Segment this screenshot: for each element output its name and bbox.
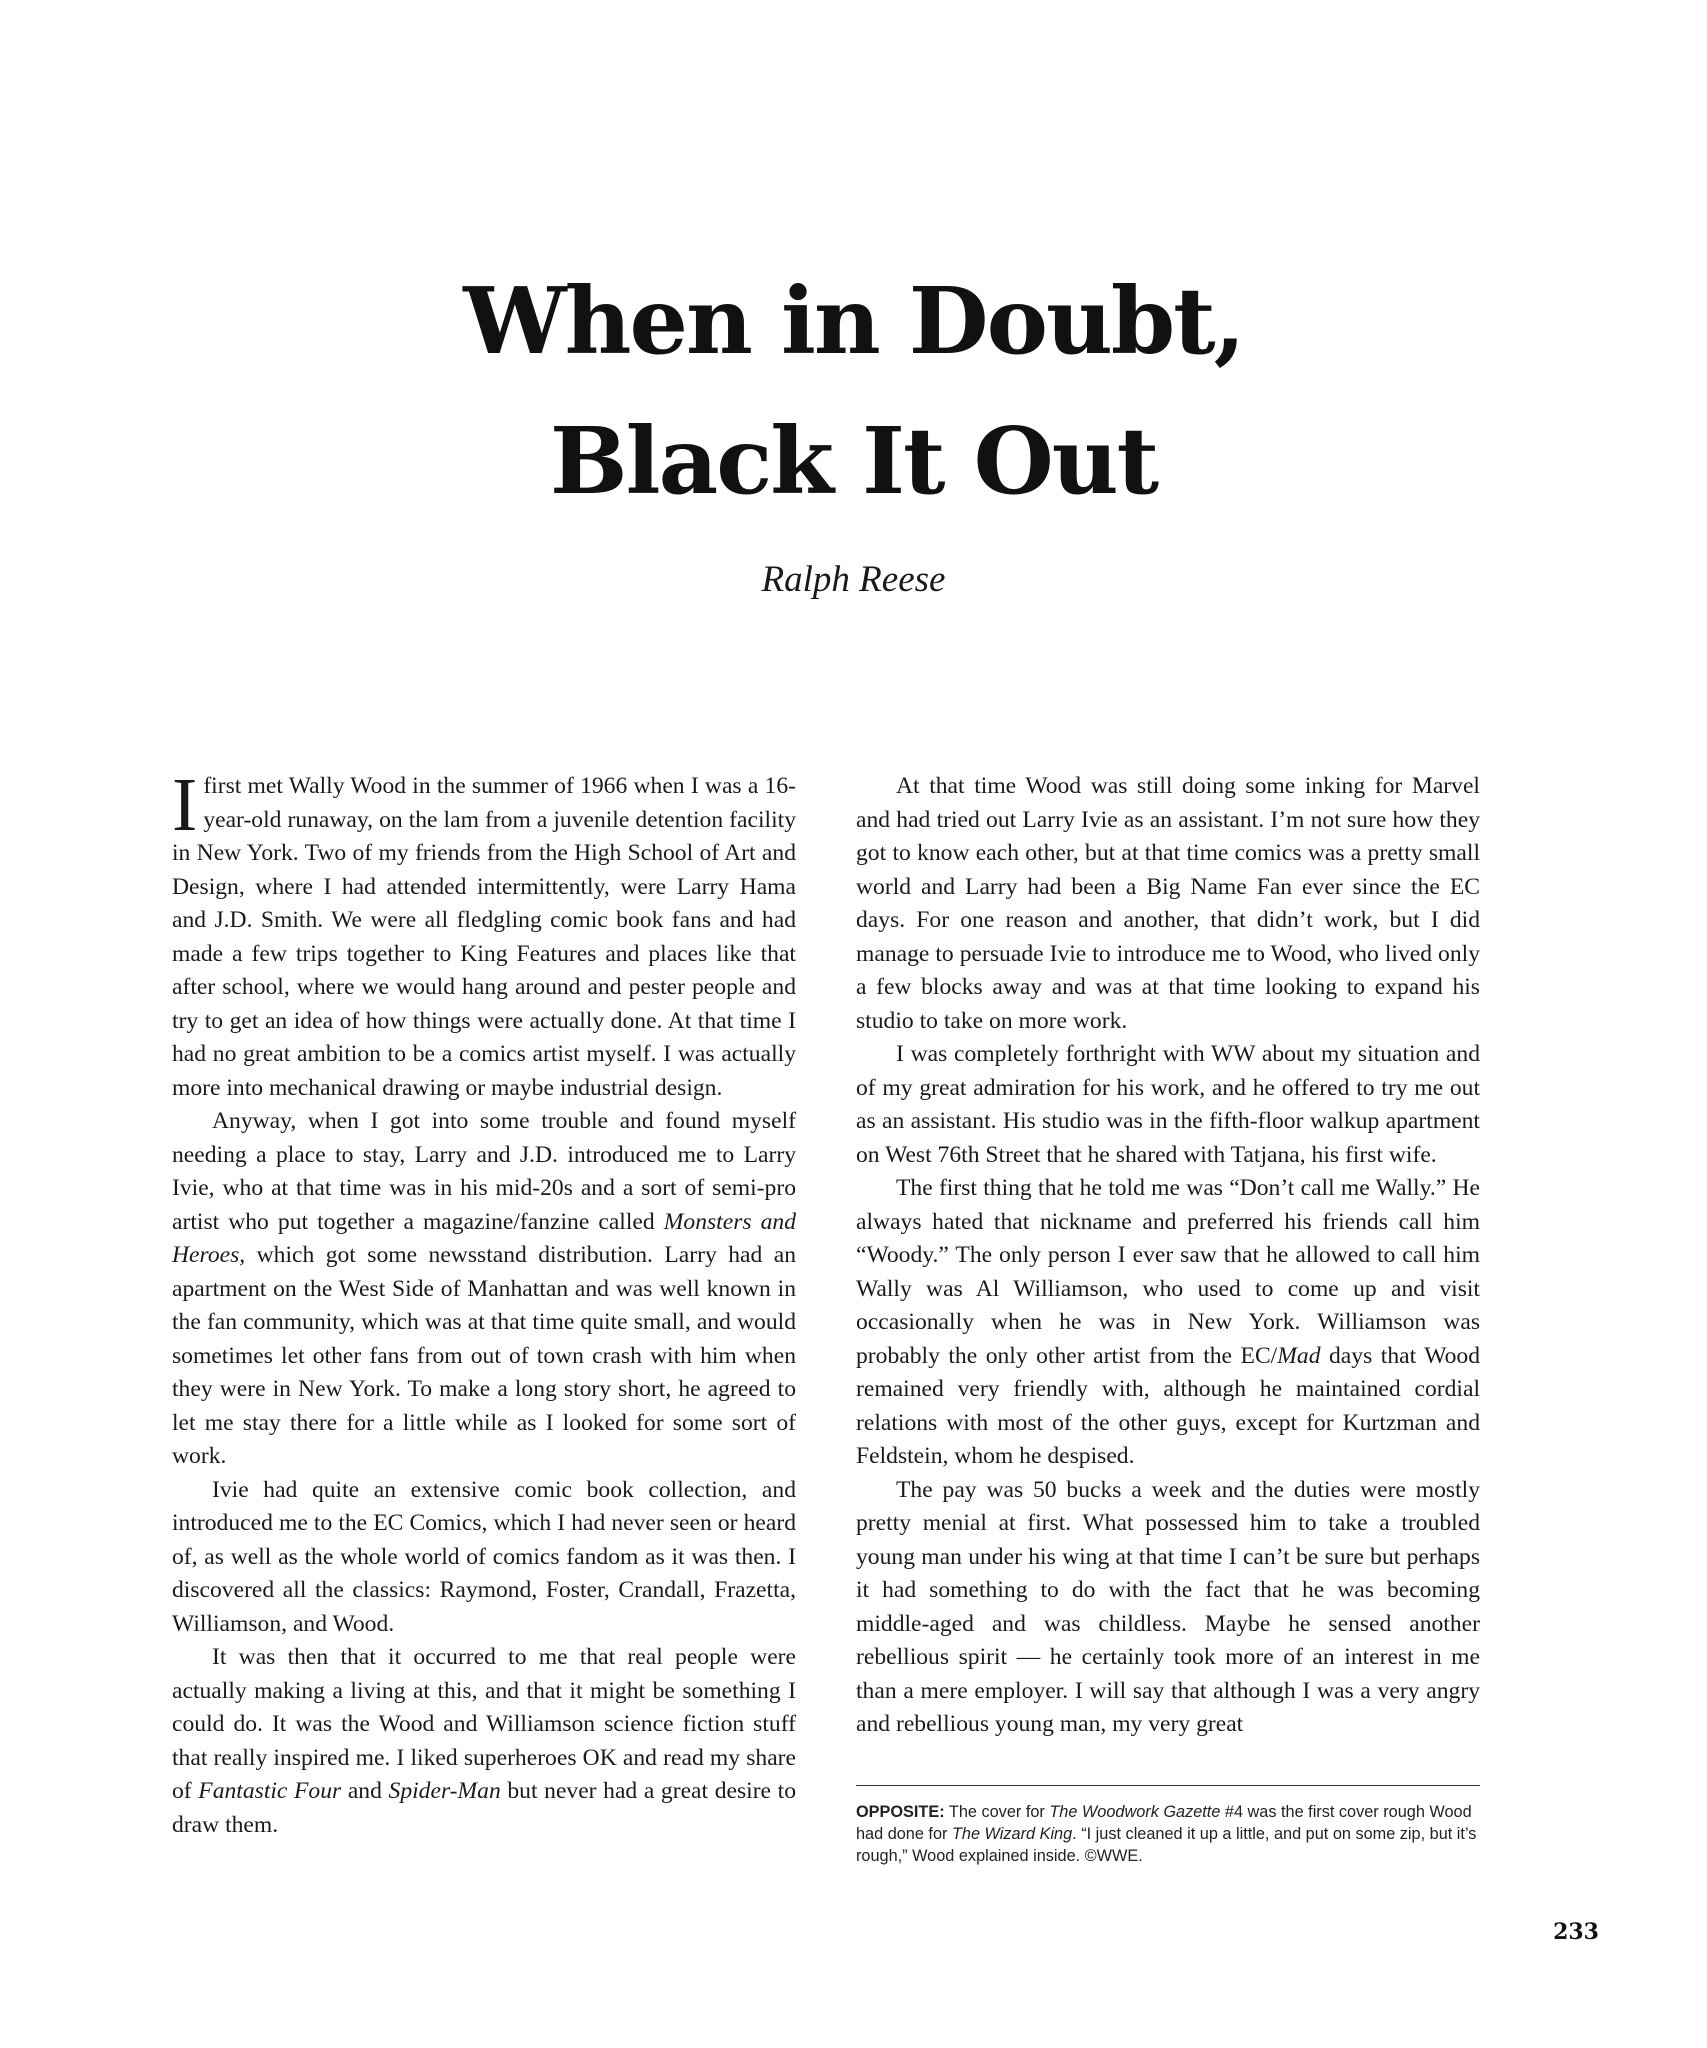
author-byline: Ralph Reese — [761, 559, 946, 600]
paragraph: It was then that it occurred to me that real people were actually making a living at this, and that it might be something I could do. It was the Wood and Williamson science fiction stuff that really inspired me. I liked superheroes OK and read my share of Fantastic Four and Spider-Man but never had a great desire to draw them. — [172, 1644, 796, 1838]
paragraph: I was completely forthright with WW about my situation and of my great admiration for his work, and he offered to try me out as an assistant. His studio was in the fifth-floor walkup apartment on West 76th Street that he shared with Tatjana, his first wife. — [856, 1041, 1480, 1168]
italic-title: Fantastic Four — [198, 1778, 342, 1804]
italic-title: Monsters and Heroes, — [172, 1208, 797, 1268]
text-column-left — [172, 763, 797, 1842]
drop-cap: I — [172, 763, 198, 847]
paragraph: The pay was 50 bucks a week and the duties were mostly pretty menial at first. What possessed him to take a troubled young man under his wing at that time I can’t be sure but perhaps it had something to do with the fact that he was becoming middle-aged and was childless. Maybe he sensed another rebellious spirit — he certainly took more of an interest in me than a mere employer. I will say that although I was a very angry and rebellious young man, my very great — [856, 1476, 1480, 1737]
article-title-line-2: Black It Out — [549, 407, 1158, 515]
article-title-line-1: When in Doubt, — [463, 267, 1244, 375]
italic-title: Mad — [1277, 1342, 1321, 1369]
text-column-right — [856, 770, 1480, 1742]
italic-title: Spider-Man — [388, 1778, 501, 1804]
figure-caption: OPPOSITE: The cover for The Woodwork Gazette #4 was the first cover rough Wood had done for The Wizard King. “I just cleaned it up a little, and put on some zip, but it’s rough,” Wood explained inside. ©WWE. — [856, 1803, 1477, 1865]
paragraph: Anyway, when I got into some trouble and found myself needing a place to stay, Larry and J.D. introduced me to Larry Ivie, who at that time was in his mid-20s and a sort of semi-pro artist who put together a magazine/fanzine called Monsters and Heroes, which got some newsstand distribution. Larry had an apartment on the West Side of Manhattan and was well known in the fan community, which was at that time quite small, and would sometimes let other fans from out of town crash with him when they were in New York. To make a long story short, he agreed to let me stay there for a little while as I looked for some sort of work. — [172, 1108, 797, 1469]
page-number: 233 — [1553, 1919, 1599, 1945]
paragraph: The first thing that he told me was “Don’t call me Wally.” He always hated that nickname and preferred his friends call him “Woody.” The only person I ever saw that he allowed to call him Wally was Al Williamson, who used to come up and visit occasionally when he was in New York. Williamson was probably the only other artist from the EC/Mad days that Wood remained very friendly with, although he maintained cordial relations with most of the other guys, except for Kurtzman and Feldstein, whom he despised. — [856, 1175, 1480, 1469]
caption-divider — [856, 1785, 1480, 1786]
paragraph: Ivie had quite an extensive comic book collection, and introduced me to the EC Comics, which I had never seen or heard of, as well as the whole world of comics fandom as it was then. I discovered all the classics: Raymond, Foster, Crandall, Frazetta, Williamson, and Wood. — [172, 1476, 796, 1637]
paragraph: I first met Wally Wood in the summer of 1966 when I was a 16-year-old runaway, on the lam from a juvenile detention facility in New York. Two of my friends from the High School of Art and Design, where I had attended intermittently, were Larry Hama and J.D. Smith. We were all fledgling comic book fans and had made a few trips together to King Features and places like that after school, where we would hang around and pester people and try to get an idea of how things were actually done. At that time I had no great ambition to be a comics artist myself. I was actually more into mechanical drawing or maybe industrial design. — [172, 763, 796, 1101]
caption-label: OPPOSITE: — [856, 1803, 945, 1821]
paragraph: At that time Wood was still doing some inking for Marvel and had tried out Larry Ivie as an assistant. I’m not sure how they got to know each other, but at that time comics was a pretty small world and Larry had been a Big Name Fan ever since the EC days. For one reason and another, that didn’t work, but I did manage to persuade Ivie to introduce me to Wood, who lived only a few blocks away and was at that time looking to expand his studio to take on more work. — [856, 773, 1480, 1034]
